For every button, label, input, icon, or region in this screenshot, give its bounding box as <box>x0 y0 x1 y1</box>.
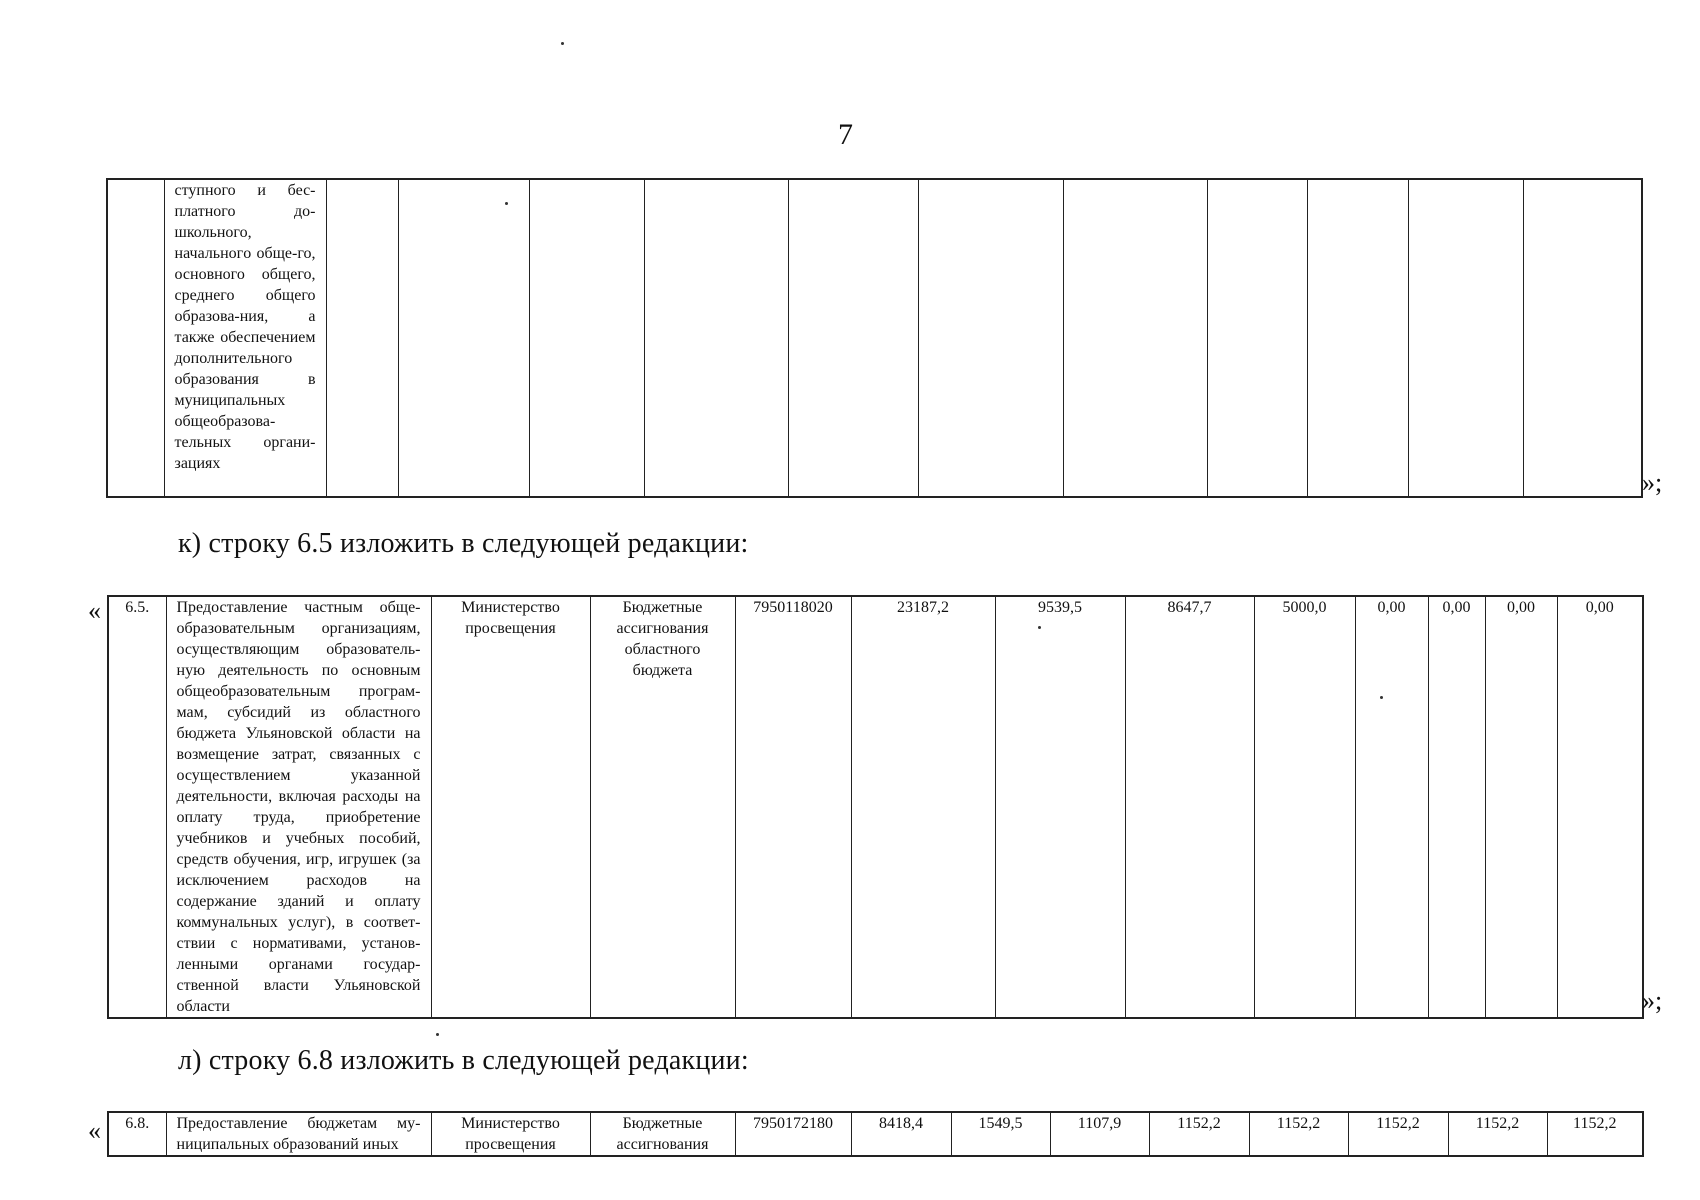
row-executor: Министерство просвещения <box>431 1112 590 1156</box>
row-value-text: 9539,5 <box>1038 599 1082 616</box>
scan-speck <box>1380 696 1383 699</box>
scan-speck <box>1038 626 1041 629</box>
cell-empty <box>1408 179 1523 497</box>
row-code: 7950118020 <box>735 596 851 1018</box>
cell-empty <box>398 179 529 497</box>
cell-number <box>107 179 164 497</box>
row-value: 5000,0 <box>1254 596 1355 1018</box>
row-value: 8647,7 <box>1125 596 1254 1018</box>
cell-empty <box>1307 179 1408 497</box>
row-value: 0,00 <box>1428 596 1485 1018</box>
cell-description: ступного и бес-платного до-школьного, начальногo обще-го, основного общего, среднего общего образова-ния, а также обеспечением дополнительного образования в муниципальных общеобразова-тельных органи-зациях <box>164 179 326 497</box>
cell-empty <box>1063 179 1207 497</box>
row-6-8-table <box>107 1111 1644 1157</box>
row-number: 6.5. <box>108 596 166 1018</box>
row-value <box>1355 596 1428 1018</box>
row-executor: Министерство просвещения <box>431 596 590 1018</box>
row-value: 1107,9 <box>1050 1112 1149 1156</box>
page-number: 7 <box>838 118 853 151</box>
scan-speck <box>505 202 508 205</box>
row-value: 1152,2 <box>1547 1112 1643 1156</box>
opening-quote: « <box>88 596 101 625</box>
row-value: 1152,2 <box>1348 1112 1448 1156</box>
opening-quote: « <box>88 1116 101 1145</box>
cell-empty <box>1523 179 1642 497</box>
row-value: 0,00 <box>1485 596 1557 1018</box>
cell-empty <box>918 179 1063 497</box>
row-value <box>995 596 1125 1018</box>
closing-quote: »; <box>1642 468 1663 497</box>
row-6-5-table <box>107 595 1644 1019</box>
table-row <box>107 179 1642 497</box>
table-row <box>108 596 1643 1018</box>
row-value: 0,00 <box>1557 596 1643 1018</box>
row-value: 1152,2 <box>1149 1112 1249 1156</box>
row-value: 8418,4 <box>851 1112 951 1156</box>
continued-table <box>106 178 1643 498</box>
row-source: Бюджетные ассигнования областного бюджета <box>590 596 735 1018</box>
row-source: Бюджетные ассигнования <box>590 1112 735 1156</box>
cell-empty <box>529 179 644 497</box>
row-value: 1152,2 <box>1249 1112 1348 1156</box>
cell-empty <box>1207 179 1307 497</box>
row-description: Предоставление бюджетам му-ниципальных образований иных <box>166 1112 431 1156</box>
section-l-heading: л) строку 6.8 изложить в следующей редакции: <box>178 1045 749 1076</box>
cell-empty <box>326 179 398 497</box>
closing-quote: »; <box>1642 986 1663 1015</box>
row-code: 7950172180 <box>735 1112 851 1156</box>
row-value: 23187,2 <box>851 596 995 1018</box>
row-description: Предоставление частным обще-образовательным организациям, осуществляющим образователь-ную деятельность по основным общеобразовательным програм-мам, субсидий из областного бюджета Ульяновской области на возмещение затрат, связанных с осуществлением указанной деятельности, включая расходы на оплату труда, приобретение учебников и учебных пособий, средств обучения, игр, игрушек (за исключением расходов на содержание зданий и оплату коммунальных услуг), в соответ-ствии с нормативами, установ-ленными органами государ-ственной власти Ульяновской области <box>166 596 431 1018</box>
row-number: 6.8. <box>108 1112 166 1156</box>
section-k-heading: к) строку 6.5 изложить в следующей редакции: <box>178 528 749 559</box>
cell-empty <box>788 179 918 497</box>
row-value: 1152,2 <box>1448 1112 1547 1156</box>
row-value: 1549,5 <box>951 1112 1050 1156</box>
scan-speck <box>436 1033 439 1036</box>
row-value-text: 0,00 <box>1377 599 1406 616</box>
cell-empty <box>644 179 788 497</box>
scan-speck <box>561 42 564 45</box>
table-row <box>108 1112 1643 1156</box>
